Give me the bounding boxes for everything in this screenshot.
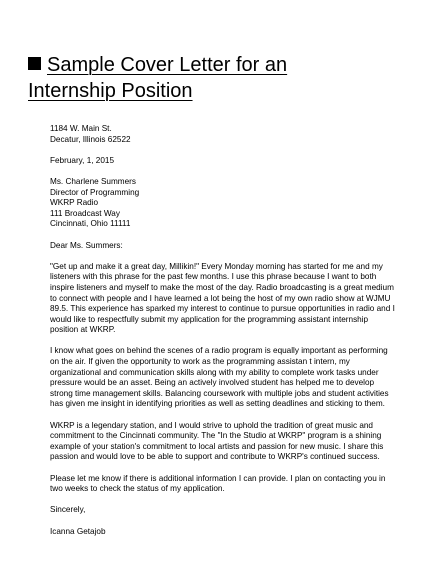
paragraph-line: two weeks to check the status of my application.: [50, 484, 225, 494]
paragraph-line: example of your station's commitment to local artists and passion for new music. I share this: [50, 441, 384, 451]
recipient-street: 111 Broadcast Way: [50, 208, 120, 218]
sender-address: [50, 124, 395, 145]
title-line-1: [28, 52, 287, 78]
date-text: February, 1, 2015: [50, 155, 115, 165]
paragraph-line: commitment to the Cincinnati community. The "In the Studio at WKRP" program is a shining: [50, 431, 382, 441]
letter-date: [50, 156, 395, 167]
paragraph-line: to connect with people and I have learned a lot being the host of my own radio show at WJMU: [50, 293, 391, 303]
sender-street: 1184 W. Main St.: [50, 124, 112, 133]
paragraph-line: passion and would love to be able to support and contribute to WKRP's continued success.: [50, 452, 380, 462]
title-line-2: Internship Position: [28, 80, 193, 102]
paragraph-1: [50, 262, 395, 336]
paragraph-line: inspire listeners and myself to make the most of the day. Radio broadcasting is a great medium: [50, 282, 394, 292]
closing: [50, 505, 395, 516]
recipient-company: WKRP Radio: [50, 198, 99, 208]
recipient-name: Ms. Charlene Summers: [50, 176, 136, 186]
paragraph-line: "Get up and make it a great day, Millikin!" Every Monday morning has started for me and my: [50, 261, 383, 271]
signature: [50, 527, 395, 538]
recipient-address: [50, 177, 395, 230]
paragraph-line: 89.5. This experience has sparked my interest to continue to pursue opportunities in radio and I: [50, 304, 395, 314]
paragraph-line: has given me insight in identifying priorities as well as setting deadlines and sticking to them.: [50, 399, 385, 409]
recipient-role: Director of Programming: [50, 187, 140, 197]
square-bullet-icon: [28, 57, 41, 70]
paragraph-line: strong time management skills. Balancing coursework with multiple jobs and student activities: [50, 388, 389, 398]
paragraph-line: would like to respectfully submit my application for the programming assistant internship: [50, 314, 369, 324]
paragraph-line: listeners with this phrase for the past few months. I use this phrase because I want to both: [50, 272, 377, 282]
letter-body: [50, 124, 395, 548]
closing-text: Sincerely,: [50, 505, 86, 515]
signature-text: Icanna Getajob: [50, 526, 106, 536]
sender-city: Decatur, Illinois 62522: [50, 134, 131, 144]
paragraph-3: [50, 421, 395, 463]
paragraph-line: I know what goes on behind the scenes of a radio program is equally important as performing: [50, 346, 388, 356]
recipient-city: Cincinnati, Ohio 11111: [50, 219, 131, 229]
paragraph-4: [50, 474, 395, 495]
title-line-1-text: Sample Cover Letter for an: [47, 54, 288, 76]
paragraph-line: on the air. If given the opportunity to work as the programming assistan t intern, my: [50, 357, 350, 367]
salutation: [50, 241, 395, 252]
paragraph-line: Please let me know if there is additional information I can provide. I plan on contacting you in: [50, 473, 386, 483]
paragraph-line: WKRP is a legendary station, and I would strive to uphold the tradition of great music and: [50, 420, 373, 430]
paragraph-line: position at WKRP.: [50, 325, 116, 335]
paragraph-line: pressure would be an asset. Being an actively involved student has helped me to develop: [50, 378, 375, 388]
salutation-text: Dear Ms. Summers:: [50, 240, 123, 250]
paragraph-line: organizational and communication skills along with my ability to complete work tasks under: [50, 367, 379, 377]
paragraph-2: [50, 346, 395, 410]
page-title: [28, 52, 428, 104]
